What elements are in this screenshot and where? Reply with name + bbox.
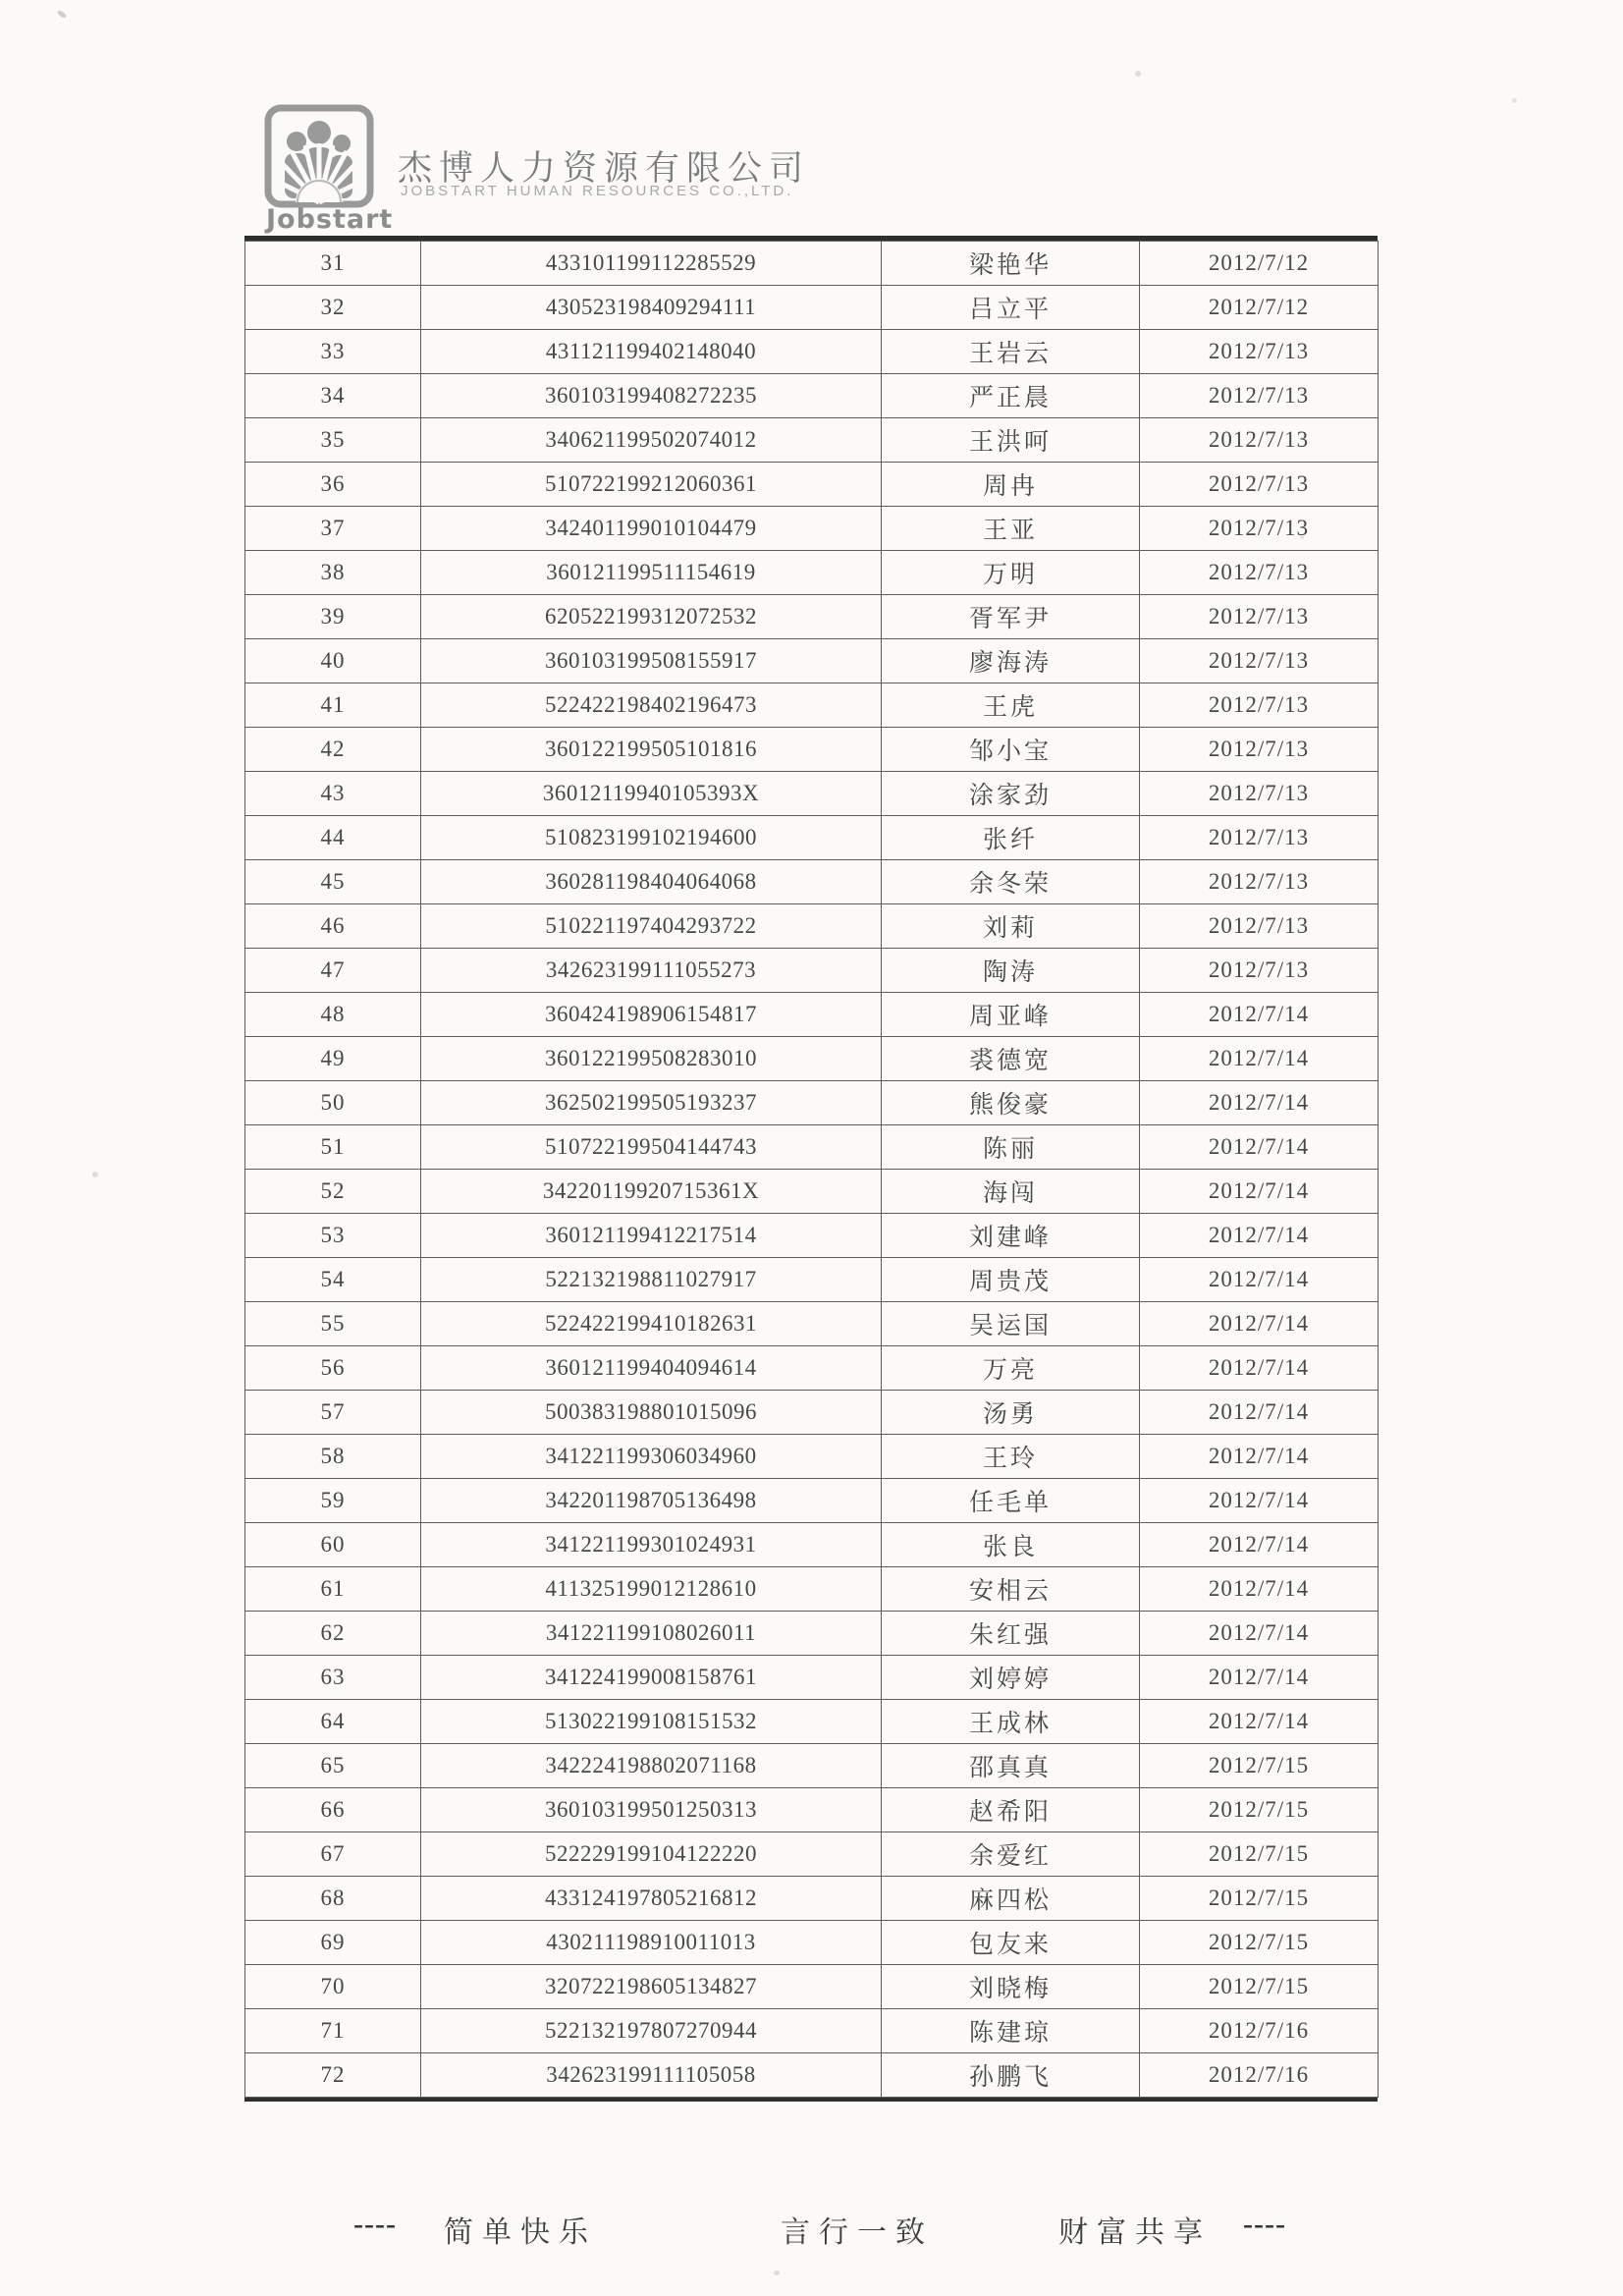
cell-row-number: 71 <box>245 2009 421 2053</box>
cell-id-number: 360103199501250313 <box>421 1788 882 1832</box>
cell-row-number: 45 <box>245 860 421 904</box>
cell-id-number: 34220119920715361X <box>421 1170 882 1214</box>
cell-name: 陶涛 <box>882 949 1140 993</box>
cell-date: 2012/7/12 <box>1140 242 1379 286</box>
table-row <box>245 1214 1379 1258</box>
cell-id-number: 620522199312072532 <box>421 595 882 639</box>
cell-id-number: 341221199301024931 <box>421 1523 882 1567</box>
cell-row-number: 34 <box>245 374 421 418</box>
footer-motto-words-deeds: 言行一致 <box>781 2216 934 2249</box>
cell-name: 余冬荣 <box>882 860 1140 904</box>
scan-speck <box>92 1172 98 1177</box>
cell-name: 涂家劲 <box>882 772 1140 816</box>
table-row <box>245 418 1379 463</box>
company-name-chinese: 杰博人力资源有限公司 <box>398 149 811 188</box>
cell-name: 张良 <box>882 1523 1140 1567</box>
cell-name: 刘莉 <box>882 904 1140 949</box>
cell-date: 2012/7/13 <box>1140 772 1379 816</box>
cell-row-number: 56 <box>245 1346 421 1391</box>
cell-date: 2012/7/14 <box>1140 1302 1379 1346</box>
cell-id-number: 522422199410182631 <box>421 1302 882 1346</box>
table-row <box>245 772 1379 816</box>
cell-name: 安相云 <box>882 1567 1140 1612</box>
cell-date: 2012/7/14 <box>1140 1435 1379 1479</box>
cell-id-number: 522229199104122220 <box>421 1832 882 1877</box>
cell-name: 邵真真 <box>882 1744 1140 1788</box>
table-row <box>245 1523 1379 1567</box>
cell-id-number: 510722199212060361 <box>421 463 882 507</box>
cell-id-number: 360281198404064068 <box>421 860 882 904</box>
cell-name: 任毛单 <box>882 1479 1140 1523</box>
table-row <box>245 1037 1379 1081</box>
cell-date: 2012/7/14 <box>1140 1125 1379 1170</box>
cell-date: 2012/7/15 <box>1140 1877 1379 1921</box>
cell-id-number: 430523198409294111 <box>421 286 882 330</box>
cell-name: 胥军尹 <box>882 595 1140 639</box>
table-row <box>245 1435 1379 1479</box>
cell-id-number: 513022199108151532 <box>421 1700 882 1744</box>
cell-row-number: 58 <box>245 1435 421 1479</box>
scan-speck <box>774 2270 780 2275</box>
cell-id-number: 360103199408272235 <box>421 374 882 418</box>
roster-table <box>244 241 1379 2098</box>
footer-motto-simple-happy: 简单快乐 <box>444 2216 597 2249</box>
cell-row-number: 63 <box>245 1656 421 1700</box>
table-row <box>245 2053 1379 2098</box>
table-row <box>245 286 1379 330</box>
cell-row-number: 69 <box>245 1921 421 1965</box>
cell-row-number: 32 <box>245 286 421 330</box>
cell-date: 2012/7/14 <box>1140 1170 1379 1214</box>
cell-date: 2012/7/13 <box>1140 683 1379 728</box>
company-logo <box>264 104 394 235</box>
cell-name: 王岩云 <box>882 330 1140 374</box>
table-row <box>245 639 1379 683</box>
cell-date: 2012/7/14 <box>1140 1391 1379 1435</box>
cell-row-number: 60 <box>245 1523 421 1567</box>
cell-row-number: 61 <box>245 1567 421 1612</box>
table-row <box>245 1125 1379 1170</box>
cell-id-number: 342224198802071168 <box>421 1744 882 1788</box>
table-row <box>245 1744 1379 1788</box>
cell-name: 朱红强 <box>882 1612 1140 1656</box>
cell-name: 张纤 <box>882 816 1140 860</box>
cell-date: 2012/7/14 <box>1140 1081 1379 1125</box>
cell-row-number: 47 <box>245 949 421 993</box>
table-row <box>245 1877 1379 1921</box>
cell-row-number: 37 <box>245 507 421 551</box>
cell-id-number: 360121199404094614 <box>421 1346 882 1391</box>
table-row <box>245 1170 1379 1214</box>
cell-date: 2012/7/14 <box>1140 1214 1379 1258</box>
table-row <box>245 1788 1379 1832</box>
cell-id-number: 320722198605134827 <box>421 1965 882 2009</box>
cell-name: 赵希阳 <box>882 1788 1140 1832</box>
cell-name: 王虎 <box>882 683 1140 728</box>
cell-date: 2012/7/13 <box>1140 551 1379 595</box>
cell-row-number: 65 <box>245 1744 421 1788</box>
cell-id-number: 342623199111055273 <box>421 949 882 993</box>
cell-row-number: 55 <box>245 1302 421 1346</box>
cell-id-number: 360122199508283010 <box>421 1037 882 1081</box>
cell-date: 2012/7/13 <box>1140 330 1379 374</box>
cell-id-number: 433124197805216812 <box>421 1877 882 1921</box>
cell-date: 2012/7/14 <box>1140 1700 1379 1744</box>
cell-date: 2012/7/13 <box>1140 418 1379 463</box>
table-row <box>245 1391 1379 1435</box>
cell-id-number: 342401199010104479 <box>421 507 882 551</box>
cell-id-number: 500383198801015096 <box>421 1391 882 1435</box>
table-row <box>245 1921 1379 1965</box>
scan-speck <box>1135 71 1141 77</box>
table-row <box>245 1612 1379 1656</box>
cell-row-number: 40 <box>245 639 421 683</box>
company-name-english: JOBSTART HUMAN RESOURCES CO.,LTD. <box>401 183 794 199</box>
table-row <box>245 2009 1379 2053</box>
table-row <box>245 595 1379 639</box>
cell-id-number: 522422198402196473 <box>421 683 882 728</box>
cell-id-number: 36012119940105393X <box>421 772 882 816</box>
cell-date: 2012/7/14 <box>1140 993 1379 1037</box>
cell-row-number: 62 <box>245 1612 421 1656</box>
cell-id-number: 341221199306034960 <box>421 1435 882 1479</box>
cell-row-number: 64 <box>245 1700 421 1744</box>
cell-date: 2012/7/13 <box>1140 639 1379 683</box>
table-row <box>245 816 1379 860</box>
table-row <box>245 949 1379 993</box>
cell-name: 陈建琼 <box>882 2009 1140 2053</box>
cell-row-number: 41 <box>245 683 421 728</box>
table-row <box>245 904 1379 949</box>
cell-name: 梁艳华 <box>882 242 1140 286</box>
cell-date: 2012/7/14 <box>1140 1258 1379 1302</box>
cell-name: 裘德宽 <box>882 1037 1140 1081</box>
cell-row-number: 48 <box>245 993 421 1037</box>
cell-name: 海闯 <box>882 1170 1140 1214</box>
cell-row-number: 52 <box>245 1170 421 1214</box>
cell-name: 刘建峰 <box>882 1214 1140 1258</box>
cell-date: 2012/7/14 <box>1140 1567 1379 1612</box>
table-row <box>245 551 1379 595</box>
cell-id-number: 433101199112285529 <box>421 242 882 286</box>
table-row <box>245 860 1379 904</box>
cell-date: 2012/7/14 <box>1140 1037 1379 1081</box>
cell-id-number: 360121199511154619 <box>421 551 882 595</box>
cell-row-number: 36 <box>245 463 421 507</box>
table-row <box>245 242 1379 286</box>
cell-name: 陈丽 <box>882 1125 1140 1170</box>
cell-row-number: 68 <box>245 1877 421 1921</box>
cell-date: 2012/7/13 <box>1140 949 1379 993</box>
cell-row-number: 50 <box>245 1081 421 1125</box>
cell-name: 邹小宝 <box>882 728 1140 772</box>
cell-name: 廖海涛 <box>882 639 1140 683</box>
cell-row-number: 72 <box>245 2053 421 2098</box>
cell-date: 2012/7/13 <box>1140 816 1379 860</box>
cell-date: 2012/7/13 <box>1140 374 1379 418</box>
cell-row-number: 43 <box>245 772 421 816</box>
table-row <box>245 463 1379 507</box>
cell-id-number: 510722199504144743 <box>421 1125 882 1170</box>
cell-name: 汤勇 <box>882 1391 1140 1435</box>
cell-date: 2012/7/12 <box>1140 286 1379 330</box>
cell-date: 2012/7/16 <box>1140 2053 1379 2098</box>
cell-row-number: 39 <box>245 595 421 639</box>
table-row <box>245 1965 1379 2009</box>
table-row <box>245 507 1379 551</box>
table-row <box>245 330 1379 374</box>
cell-id-number: 430211198910011013 <box>421 1921 882 1965</box>
cell-id-number: 341221199108026011 <box>421 1612 882 1656</box>
footer-dashes-left: ---- <box>353 2208 397 2240</box>
table-row <box>245 1700 1379 1744</box>
cell-name: 余爱红 <box>882 1832 1140 1877</box>
cell-name: 孙鹏飞 <box>882 2053 1140 2098</box>
cell-date: 2012/7/14 <box>1140 1656 1379 1700</box>
cell-name: 王亚 <box>882 507 1140 551</box>
cell-name: 吕立平 <box>882 286 1140 330</box>
cell-row-number: 51 <box>245 1125 421 1170</box>
roster-table-container <box>244 236 1378 2102</box>
cell-row-number: 57 <box>245 1391 421 1435</box>
cell-name: 周亚峰 <box>882 993 1140 1037</box>
table-row <box>245 1302 1379 1346</box>
cell-name: 吴运国 <box>882 1302 1140 1346</box>
jobstart-logo-icon <box>264 104 374 208</box>
cell-name: 包友来 <box>882 1921 1140 1965</box>
cell-id-number: 360424198906154817 <box>421 993 882 1037</box>
cell-row-number: 38 <box>245 551 421 595</box>
cell-name: 麻四松 <box>882 1877 1140 1921</box>
table-row <box>245 683 1379 728</box>
table-row <box>245 1479 1379 1523</box>
table-row <box>245 1832 1379 1877</box>
scan-speck <box>1512 98 1517 103</box>
cell-name: 万明 <box>882 551 1140 595</box>
table-row <box>245 1258 1379 1302</box>
cell-date: 2012/7/13 <box>1140 860 1379 904</box>
cell-date: 2012/7/15 <box>1140 1832 1379 1877</box>
cell-row-number: 42 <box>245 728 421 772</box>
cell-id-number: 340621199502074012 <box>421 418 882 463</box>
cell-row-number: 35 <box>245 418 421 463</box>
cell-id-number: 431121199402148040 <box>421 330 882 374</box>
cell-date: 2012/7/15 <box>1140 1744 1379 1788</box>
cell-row-number: 66 <box>245 1788 421 1832</box>
cell-id-number: 522132197807270944 <box>421 2009 882 2053</box>
cell-id-number: 411325199012128610 <box>421 1567 882 1612</box>
cell-row-number: 46 <box>245 904 421 949</box>
cell-date: 2012/7/14 <box>1140 1346 1379 1391</box>
cell-id-number: 360122199505101816 <box>421 728 882 772</box>
cell-id-number: 360103199508155917 <box>421 639 882 683</box>
table-row <box>245 1081 1379 1125</box>
table-row <box>245 374 1379 418</box>
cell-name: 王玲 <box>882 1435 1140 1479</box>
cell-row-number: 49 <box>245 1037 421 1081</box>
cell-row-number: 67 <box>245 1832 421 1877</box>
cell-name: 王洪呵 <box>882 418 1140 463</box>
cell-date: 2012/7/13 <box>1140 507 1379 551</box>
cell-name: 严正晨 <box>882 374 1140 418</box>
cell-row-number: 31 <box>245 242 421 286</box>
cell-row-number: 70 <box>245 1965 421 2009</box>
cell-id-number: 522132198811027917 <box>421 1258 882 1302</box>
cell-date: 2012/7/14 <box>1140 1612 1379 1656</box>
footer-dashes-right: ---- <box>1243 2208 1286 2240</box>
cell-name: 周冉 <box>882 463 1140 507</box>
cell-date: 2012/7/13 <box>1140 904 1379 949</box>
cell-row-number: 33 <box>245 330 421 374</box>
scan-speck <box>56 10 67 20</box>
table-row <box>245 728 1379 772</box>
cell-id-number: 341224199008158761 <box>421 1656 882 1700</box>
logo-wordmark: Jobstart <box>266 204 394 235</box>
cell-id-number: 510823199102194600 <box>421 816 882 860</box>
scan-speck <box>1300 535 1304 539</box>
cell-name: 熊俊豪 <box>882 1081 1140 1125</box>
cell-id-number: 360121199412217514 <box>421 1214 882 1258</box>
footer-motto-share-wealth: 财富共享 <box>1058 2216 1212 2249</box>
cell-row-number: 44 <box>245 816 421 860</box>
cell-name: 周贵茂 <box>882 1258 1140 1302</box>
cell-name: 万亮 <box>882 1346 1140 1391</box>
cell-name: 王成林 <box>882 1700 1140 1744</box>
cell-date: 2012/7/14 <box>1140 1523 1379 1567</box>
cell-date: 2012/7/13 <box>1140 728 1379 772</box>
cell-date: 2012/7/15 <box>1140 1921 1379 1965</box>
cell-date: 2012/7/14 <box>1140 1479 1379 1523</box>
cell-row-number: 54 <box>245 1258 421 1302</box>
cell-row-number: 59 <box>245 1479 421 1523</box>
cell-date: 2012/7/15 <box>1140 1965 1379 2009</box>
cell-id-number: 510221197404293722 <box>421 904 882 949</box>
table-row <box>245 1346 1379 1391</box>
table-row <box>245 1567 1379 1612</box>
cell-date: 2012/7/16 <box>1140 2009 1379 2053</box>
cell-date: 2012/7/13 <box>1140 463 1379 507</box>
cell-row-number: 53 <box>245 1214 421 1258</box>
table-body <box>245 242 1379 2098</box>
cell-date: 2012/7/15 <box>1140 1788 1379 1832</box>
cell-id-number: 362502199505193237 <box>421 1081 882 1125</box>
table-row <box>245 1656 1379 1700</box>
cell-date: 2012/7/13 <box>1140 595 1379 639</box>
cell-name: 刘晓梅 <box>882 1965 1140 2009</box>
cell-name: 刘婷婷 <box>882 1656 1140 1700</box>
cell-id-number: 342623199111105058 <box>421 2053 882 2098</box>
cell-id-number: 342201198705136498 <box>421 1479 882 1523</box>
table-row <box>245 993 1379 1037</box>
